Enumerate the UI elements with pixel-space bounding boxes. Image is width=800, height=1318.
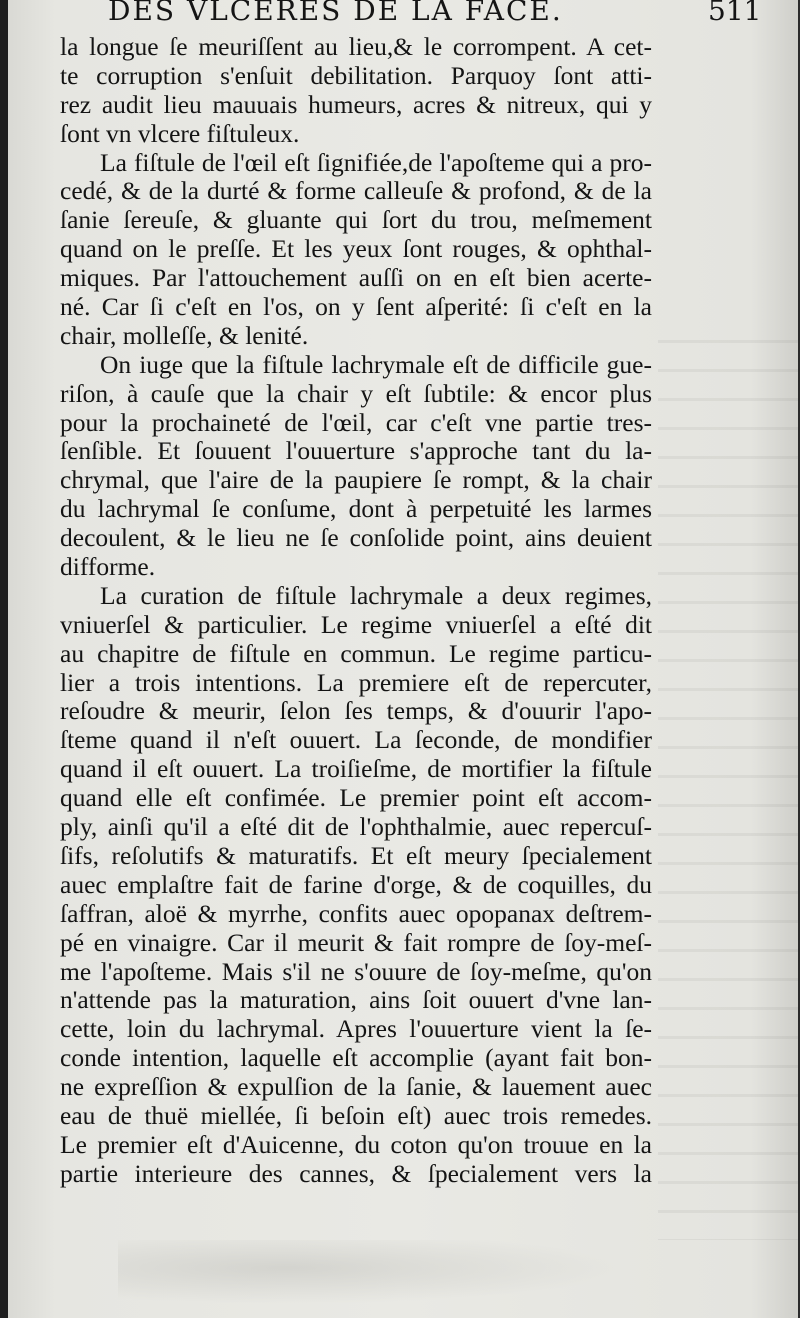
text-line: ſteme quand il n'eſt ouuert. La ſeconde, de mondifier	[60, 726, 652, 755]
text-line: cedé, & de la durté & forme calleuſe & profond, & de la	[60, 177, 652, 206]
text-line: ſanie ſereuſe, & gluante qui ſort du trou, meſmement	[60, 206, 652, 235]
page-number: 511	[708, 0, 762, 27]
text-line: pour la prochaineté de l'œil, car c'eſt vne partie tres-	[60, 408, 652, 437]
text-line: Le premier eſt d'Auicenne, du coton qu'on trouue en la	[60, 1130, 652, 1159]
text-line: ſont vn vlcere fiſtuleux.	[60, 119, 300, 148]
text-line: difforme.	[60, 553, 156, 582]
text-line: quand on le preſſe. Et les yeux ſont rouges, & ophthal-	[60, 235, 652, 264]
text-line: conde intention, laquelle eſt accomplie (ayant fait bon-	[60, 1044, 652, 1073]
text-line: n'attende pas la maturation, ains ſoit ouuert d'vne lan-	[60, 986, 652, 1015]
text-line: la longue ſe meuriſſent au lieu,& le corrompent. A cet-	[60, 33, 652, 61]
text-line: ſaffran, aloë & myrrhe, confits auec opopanax deſtrem-	[60, 899, 652, 928]
text-line: riſon, à cauſe que la chair y eſt ſubtile: & encor plus	[60, 379, 652, 408]
text-line: ſifs, reſolutifs & maturatifs. Et eſt meury ſpecialement	[60, 841, 652, 870]
text-line: reſoudre & meurir, ſelon ſes temps, & d'ouurir l'apo-	[60, 697, 652, 726]
text-line: decoulent, & le lieu ne ſe conſolide point, ains deuient	[60, 524, 652, 553]
bottom-smudge	[118, 1240, 678, 1310]
text-line: ſenſible. Et ſouuent l'ouuerture s'approche tant du la-	[60, 437, 652, 466]
text-line: pé en vinaigre. Car il meurit & fait rompre de ſoy-meſ-	[60, 928, 652, 957]
text-line: ne expreſſion & expulſion de la ſanie, & lauement auec	[60, 1073, 652, 1102]
show-through-texture	[658, 340, 798, 1240]
text-line: quand il eſt ouuert. La troiſieſme, de mortifier la fiſtule	[60, 755, 652, 784]
text-line: du lachrymal ſe conſume, dont à perpetuité les larmes	[60, 495, 652, 524]
text-line: partie interieure des cannes, & ſpecialement vers la	[60, 1159, 652, 1188]
text-line: me l'apoſteme. Mais s'il ne s'ouure de ſoy-meſme, qu'on	[60, 957, 652, 986]
book-spine-shadow	[0, 0, 8, 1318]
paragraph-start-line: La curation de fiſtule lachrymale a deux regimes,	[100, 581, 652, 610]
body-text	[60, 33, 652, 1189]
text-line: chrymal, que l'aire de la paupiere ſe rompt, & la chair	[60, 466, 652, 495]
text-line: cette, loin du lachrymal. Apres l'ouuerture vient la ſe-	[60, 1015, 652, 1044]
running-head: DES VLCERES DE LA FACE.	[108, 0, 563, 27]
text-line: lier a trois intentions. La premiere eſt de repercuter,	[60, 668, 652, 697]
book-page	[8, 0, 798, 1318]
text-line: vniuerſel & particulier. Le regime vniuerſel a eſté dit	[60, 610, 652, 639]
paragraph-start-line: La fiſtule de l'œil eſt ſignifiée,de l'apoſteme qui a pro-	[100, 148, 652, 177]
text-line: au chapitre de fiſtule en commun. Le regime particu-	[60, 639, 652, 668]
text-line: miques. Par l'attouchement auſſi on en eſt bien acerte-	[60, 264, 652, 293]
paragraph-start-line: On iuge que la fiſtule lachrymale eſt de difficile gue-	[100, 350, 652, 379]
text-line: ply, ainſi qu'il a eſté dit de l'ophthalmie, auec repercuſ-	[60, 813, 652, 842]
text-line: auec emplaſtre fait de farine d'orge, & de coquilles, du	[60, 870, 652, 899]
text-line: eau de thuë miellée, ſi beſoin eſt) auec trois remedes.	[60, 1101, 652, 1130]
text-line: te corruption s'enſuit debilitation. Parquoy ſont atti-	[60, 61, 652, 90]
text-line: né. Car ſi c'eſt en l'os, on y ſent aſperité: ſi c'eſt en la	[60, 293, 652, 322]
text-line: quand elle eſt confimée. Le premier point eſt accom-	[60, 784, 652, 813]
text-line: rez audit lieu mauuais humeurs, acres & nitreux, qui y	[60, 90, 652, 119]
text-line: chair, molleſſe, & lenité.	[60, 321, 309, 350]
